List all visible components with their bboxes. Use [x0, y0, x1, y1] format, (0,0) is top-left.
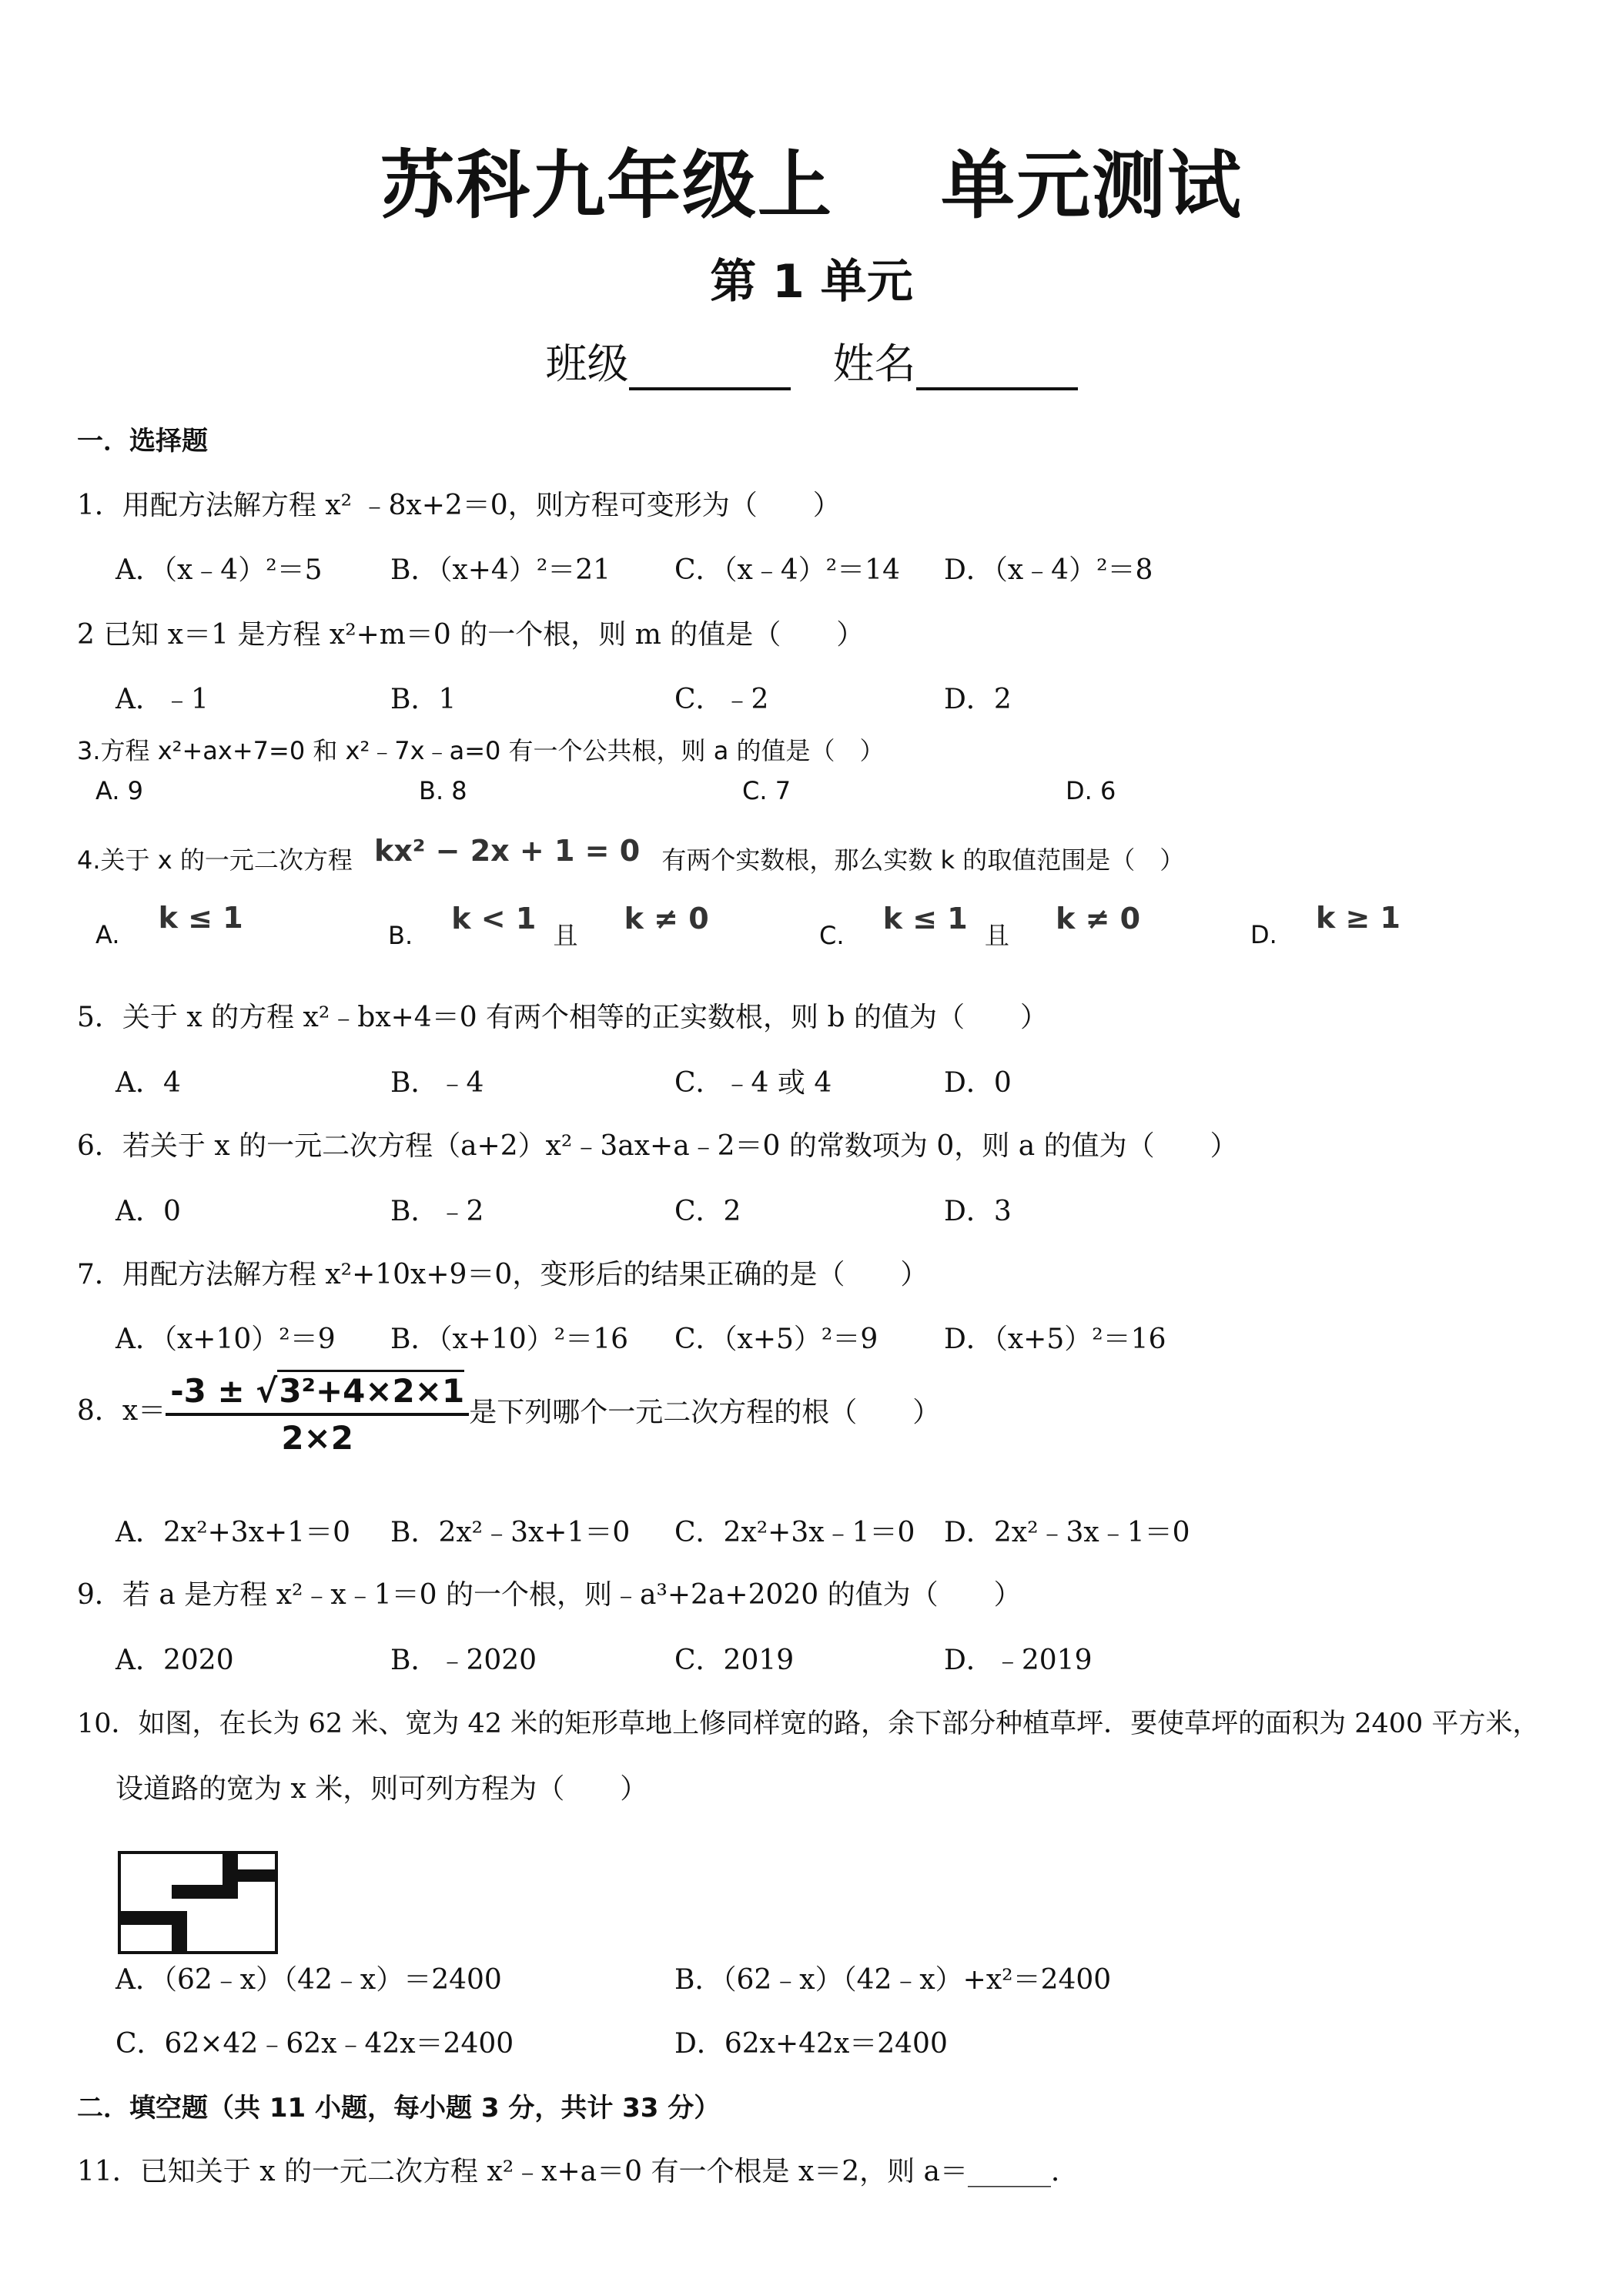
option-c: C．62×42﹣62x﹣42x＝2400 [115, 2028, 514, 2060]
option-c: C. 7 [742, 776, 791, 805]
option-b: B．（x+10）²＝16 [390, 1324, 628, 1355]
road-diagram [118, 1851, 278, 1954]
question-8-suffix: 是下列哪个一元二次方程的根（ ） [469, 1397, 941, 1428]
option-letter: D. [1250, 920, 1277, 949]
option-a: A．4 [115, 1067, 181, 1099]
question-1: 1．用配方法解方程 x² ﹣8x+2＝0，则方程可变形为（ ） [77, 490, 841, 521]
option-d: D．2 [944, 684, 1012, 715]
option-letter: B. [388, 921, 413, 950]
section-fill-heading: 二．填空题（共 11 小题，每小题 3 分，共计 33 分） [77, 2093, 721, 2124]
option-a: A. 9 [95, 776, 144, 805]
option-c [819, 902, 1141, 952]
name-blank [916, 347, 1078, 390]
option-b: B．（x+4）²＝21 [390, 554, 611, 586]
class-label: 班级 [545, 340, 629, 388]
class-blank [629, 347, 791, 390]
question-4-text-before: 4.关于 x 的一元二次方程 [77, 845, 353, 875]
option-d [1250, 901, 1400, 950]
option-b [388, 902, 709, 952]
question-8 [77, 1372, 940, 1457]
option-expr: k ≥ 1 [1315, 901, 1400, 935]
option-and: 且 [984, 921, 1009, 950]
question-9: 9．若 a 是方程 x²﹣x﹣1＝0 的一个根，则﹣a³+2a+2020 的值为（ ） [77, 1579, 1022, 1611]
question-3: 3.方程 x²+ax+7=0 和 x²﹣7x﹣a=0 有一个公共根，则 a 的值是（ ） [77, 736, 885, 765]
option-d: D．（x+5）²＝16 [944, 1324, 1166, 1355]
option-letter: C. [819, 921, 845, 950]
option-d: D．62x+42x＝2400 [674, 2028, 948, 2060]
option-b: B．1 [390, 684, 457, 715]
section-choice-heading: 一．选择题 [77, 426, 208, 457]
option-d: D．2x²﹣3x﹣1＝0 [944, 1517, 1190, 1548]
question-7: 7．用配方法解方程 x²+10x+9＝0，变形后的结果正确的是（ ） [77, 1259, 929, 1290]
numerator-term: -3 ± [170, 1372, 245, 1410]
page-title [0, 127, 1623, 233]
option-and: 且 [553, 921, 578, 950]
option-a: A．（x﹣4）²＝5 [115, 554, 323, 586]
fraction-numerator: -3 ± √3²+4×2×1 [166, 1372, 469, 1416]
question-4 [77, 834, 1185, 876]
option-d: D．3 [944, 1196, 1012, 1227]
fraction-denominator: 2×2 [281, 1419, 354, 1457]
option-b: B．﹣2 [390, 1196, 484, 1227]
question-10-line-2: 设道路的宽为 x 米，则可列方程为（ ） [115, 1773, 648, 1805]
option-b: B．﹣4 [390, 1067, 484, 1099]
option-b: B. 8 [419, 776, 467, 805]
option-expr: k ≤ 1 [158, 901, 243, 935]
option-d: D．﹣2019 [944, 1645, 1093, 1676]
question-2: 2 已知 x＝1 是方程 x²+m＝0 的一个根，则 m 的值是（ ） [77, 619, 865, 651]
name-label: 姓名 [832, 340, 916, 388]
option-a: A．2020 [115, 1645, 234, 1676]
option-c: C．﹣2 [674, 684, 769, 715]
question-4-equation: kx² − 2x + 1 = 0 [374, 834, 641, 868]
radicand: 3²+4×2×1 [277, 1370, 464, 1410]
option-d: D. 6 [1066, 776, 1116, 805]
option-a: A．（62﹣x）（42﹣x）＝2400 [115, 1964, 502, 1996]
question-5: 5．关于 x 的方程 x²﹣bx+4＝0 有两个相等的正实数根，则 b 的值为（ ） [77, 1002, 1048, 1033]
option-expr: k < 1 [451, 902, 537, 935]
option-a: A．0 [115, 1196, 181, 1227]
option-c: C．2x²+3x﹣1＝0 [674, 1517, 915, 1548]
question-10-line-1: 10．如图，在长为 62 米、宽为 42 米的矩形草地上修同样宽的路，余下部分种植草坪．要使草坪的面积为 2400 平方米， [77, 1709, 1540, 1739]
option-d: D．（x﹣4）²＝8 [944, 554, 1153, 586]
student-info [0, 331, 1623, 390]
option-a [95, 901, 243, 950]
option-c: C．2 [674, 1196, 741, 1227]
title-right: 单元测试 [941, 142, 1243, 229]
option-b: B．﹣2020 [390, 1645, 537, 1676]
option-c: C．﹣4 或 4 [674, 1067, 832, 1099]
option-c: C．2019 [674, 1645, 795, 1676]
question-6: 6．若关于 x 的一元二次方程（a+2）x²﹣3ax+a﹣2＝0 的常数项为 0，则 a 的值为（ ） [77, 1130, 1238, 1162]
option-b: B．2x²﹣3x+1＝0 [390, 1517, 631, 1548]
option-a: A．2x²+3x+1＝0 [115, 1517, 350, 1548]
question-8-prefix: 8．x＝ [77, 1395, 166, 1427]
option-d: D．0 [944, 1067, 1012, 1099]
title-left: 苏科九年级上 [380, 142, 833, 229]
option-expr: k ≤ 1 [882, 902, 968, 935]
option-c: C．（x+5）²＝9 [674, 1324, 878, 1355]
option-letter: A. [95, 920, 120, 949]
option-a: A．﹣1 [115, 684, 209, 715]
option-b: B．（62﹣x）（42﹣x）+x²＝2400 [674, 1964, 1112, 1996]
question-11: 11．已知关于 x 的一元二次方程 x²﹣x+a＝0 有一个根是 x＝2，则 a＝______． [77, 2156, 1079, 2187]
question-8-fraction [166, 1372, 469, 1457]
option-expr2: k ≠ 0 [624, 902, 709, 935]
option-a: A．（x+10）²＝9 [115, 1324, 336, 1355]
lawn-rectangle [119, 1853, 276, 1953]
question-4-text-after: 有两个实数根，那么实数 k 的取值范围是（ ） [661, 845, 1185, 875]
option-expr2: k ≠ 0 [1056, 902, 1141, 935]
unit-subtitle: 第 1 单元 [710, 255, 913, 309]
option-c: C．（x﹣4）²＝14 [674, 554, 900, 586]
